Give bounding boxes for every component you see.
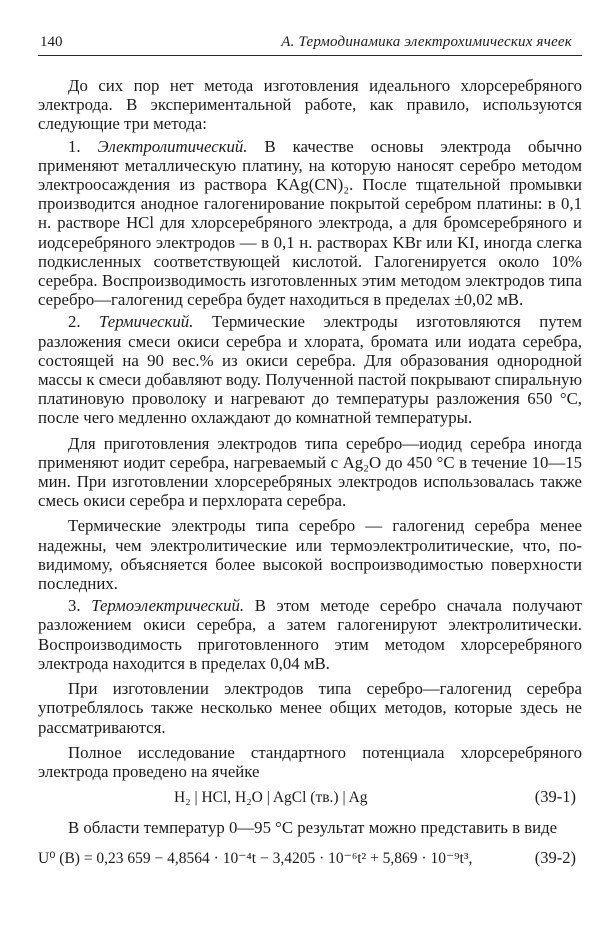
- book-page: [38, 30, 582, 930]
- running-title: А. Термодинамика электрохимических ячеек: [281, 34, 572, 50]
- method-2-text: Термические электроды изготовляются путем разложения смеси окиси серебра и хлората, бромата или иодата серебра, состоящей на 90 вес.% из окиси серебра. Для образования однородной массы к смеси добавляют воду. Полученной пастой покрывают спиральную платиновую проволоку и нагревают до температуры разложения 650 °C, после чего медленно охлаждают до комнатной температуры.: [38, 312, 582, 428]
- equation-potential: [38, 845, 582, 873]
- method-3-label: 3.: [68, 596, 92, 616]
- paragraph-method-thermal: [38, 312, 582, 427]
- page-number: 140: [40, 34, 63, 50]
- paragraph-intro: До сих пор нет метода изготовления идеального хлорсеребряного электрода. В экспериментальной работе, как правило, используются следующие три метода:: [38, 76, 582, 134]
- paragraph-thermal-note: Термические электроды типа серебро — галогенид серебра менее надежны, чем электролитические или термоэлектролитические, что, по-видимому, объясняется более высокой воспроизводимостью поверхности последних.: [38, 516, 582, 594]
- method-1-text: В качестве основы электрода обычно применяют металлическую платину, на которую наносят серебро методом электроосаждения из раствора KAg(CN)₂. После тщательной промывки производится анодное галогенирование покрытой серебром платины: в 0,1 н. растворе HCl для хлорсеребряного электрода, а для бромсеребряного и иодсеребряного электродов — в 0,1 н. растворах KBr или KI, иногда слегка подкисленных соответствующей кислотой. Галогенируется около 10% серебра. Воспроизводимость изготовленных этим методом электродов типа серебро—галогенид серебра будет находиться в пределах ±0,02 мВ.: [38, 136, 582, 310]
- method-3-text: В этом методе серебро сначала получают разложением окиси серебра, а затем галогенируют электролитически. Воспроизводимость приготовленного этим методом хлорсеребряного электрода находится в пределах 0,04 мВ.: [38, 596, 583, 673]
- page-header: [38, 30, 582, 56]
- method-1-label: 1.: [68, 136, 98, 156]
- paragraph-method-thermoelectric: [38, 596, 582, 673]
- paragraph-other-methods: При изготовлении электродов типа серебро—галогенид серебра употреблялось также несколько менее общих методов, которые здесь не рассматриваются.: [38, 679, 582, 737]
- method-2-title: Термический.: [99, 312, 194, 332]
- page-body: [38, 76, 582, 873]
- equation-potential-number: (39-2): [534, 848, 576, 868]
- equation-cell-number: (39-1): [534, 787, 576, 807]
- method-2-label: 2.: [68, 312, 100, 332]
- paragraph-full-study: Полное исследование стандартного потенциала хлорсеребряного электрода проведено на ячейке: [38, 742, 582, 781]
- paragraph-method-electrolytic: [38, 137, 582, 310]
- equation-potential-expression: U⁰ (В) = 0,23 659 − 4,8564 · 10⁻⁴t − 3,4205 · 10⁻⁶t² + 5,869 · 10⁻⁹t³,: [38, 850, 473, 868]
- equation-cell-expression: H₂ | HCl, H₂O | AgCl (тв.) | Ag: [174, 789, 368, 807]
- paragraph-temp-range: В области температур 0—95 °C результат можно представить в виде: [68, 818, 558, 838]
- method-3-title: Термоэлектрический.: [91, 596, 245, 616]
- equation-cell: [38, 784, 582, 810]
- method-1-title: Электролитический.: [97, 136, 248, 156]
- paragraph-iodide: Для приготовления электродов типа серебро—иодид серебра иногда применяют иодит серебра, нагреваемый с Ag₂O до 450 °C в течение 10—15 мин. При изготовлении хлорсеребряных электродов использовалась также смесь окиси серебра и перхлората серебра.: [38, 433, 582, 511]
